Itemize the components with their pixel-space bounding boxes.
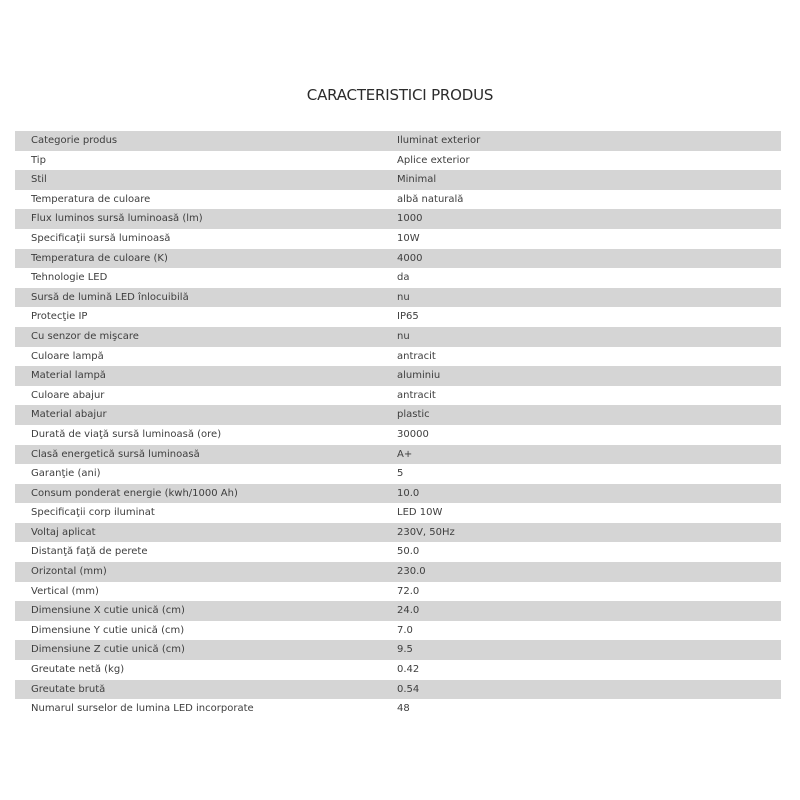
spec-value: 4000 <box>397 249 781 269</box>
spec-value: A+ <box>397 445 781 465</box>
spec-value: 9.5 <box>397 640 781 660</box>
table-row <box>15 347 781 367</box>
page-title: CARACTERISTICI PRODUS <box>306 86 494 104</box>
table-row <box>15 523 781 543</box>
spec-value: 72.0 <box>397 582 781 602</box>
spec-value: nu <box>397 288 781 308</box>
spec-value: Minimal <box>397 170 781 190</box>
spec-value: 48 <box>397 699 781 719</box>
spec-label: Tehnologie LED <box>15 268 397 288</box>
spec-value: antracit <box>397 347 781 367</box>
table-row <box>15 425 781 445</box>
spec-value: nu <box>397 327 781 347</box>
table-row <box>15 288 781 308</box>
spec-label: Greutate netă (kg) <box>15 660 397 680</box>
table-row <box>15 327 781 347</box>
table-row <box>15 621 781 641</box>
table-row <box>15 582 781 602</box>
spec-value: 30000 <box>397 425 781 445</box>
spec-label: Material lampă <box>15 366 397 386</box>
spec-value: albă naturală <box>397 190 781 210</box>
spec-label: Distanţă faţă de perete <box>15 542 397 562</box>
table-row <box>15 660 781 680</box>
table-row <box>15 484 781 504</box>
spec-label: Sursă de lumină LED înlocuibilă <box>15 288 397 308</box>
table-row <box>15 151 781 171</box>
spec-value: 5 <box>397 464 781 484</box>
spec-label: Dimensiune Y cutie unică (cm) <box>15 621 397 641</box>
product-specs-table <box>15 131 781 719</box>
spec-label: Specificaţii sursă luminoasă <box>15 229 397 249</box>
table-row <box>15 268 781 288</box>
table-row <box>15 464 781 484</box>
spec-value: 0.54 <box>397 680 781 700</box>
table-row <box>15 601 781 621</box>
spec-value: plastic <box>397 405 781 425</box>
table-row <box>15 542 781 562</box>
spec-label: Material abajur <box>15 405 397 425</box>
spec-value: antracit <box>397 386 781 406</box>
spec-label: Cu senzor de mişcare <box>15 327 397 347</box>
spec-value: 10W <box>397 229 781 249</box>
table-row <box>15 131 781 151</box>
spec-value: 1000 <box>397 209 781 229</box>
spec-label: Dimensiune X cutie unică (cm) <box>15 601 397 621</box>
spec-value: da <box>397 268 781 288</box>
spec-value: 10.0 <box>397 484 781 504</box>
spec-label: Flux luminos sursă luminoasă (lm) <box>15 209 397 229</box>
spec-value: aluminiu <box>397 366 781 386</box>
spec-label: Temperatura de culoare (K) <box>15 249 397 269</box>
spec-label: Culoare lampă <box>15 347 397 367</box>
spec-value: Iluminat exterior <box>397 131 781 151</box>
spec-label: Clasă energetică sursă luminoasă <box>15 445 397 465</box>
spec-value: 230V, 50Hz <box>397 523 781 543</box>
spec-label: Categorie produs <box>15 131 397 151</box>
spec-label: Tip <box>15 151 397 171</box>
table-row <box>15 307 781 327</box>
table-row <box>15 562 781 582</box>
spec-label: Culoare abajur <box>15 386 397 406</box>
spec-label: Vertical (mm) <box>15 582 397 602</box>
spec-label: Numarul surselor de lumina LED incorporate <box>15 699 397 719</box>
table-row <box>15 249 781 269</box>
spec-label: Greutate brută <box>15 680 397 700</box>
spec-label: Voltaj aplicat <box>15 523 397 543</box>
table-row <box>15 386 781 406</box>
spec-value: 24.0 <box>397 601 781 621</box>
spec-value: LED 10W <box>397 503 781 523</box>
spec-label: Consum ponderat energie (kwh/1000 Ah) <box>15 484 397 504</box>
spec-value: 0.42 <box>397 660 781 680</box>
table-row <box>15 699 781 719</box>
spec-label: Orizontal (mm) <box>15 562 397 582</box>
spec-value: Aplice exterior <box>397 151 781 171</box>
table-row <box>15 170 781 190</box>
spec-label: Protecţie IP <box>15 307 397 327</box>
table-row <box>15 190 781 210</box>
spec-value: 50.0 <box>397 542 781 562</box>
spec-label: Garanţie (ani) <box>15 464 397 484</box>
spec-value: 7.0 <box>397 621 781 641</box>
spec-label: Durată de viaţă sursă luminoasă (ore) <box>15 425 397 445</box>
spec-value: IP65 <box>397 307 781 327</box>
spec-value: 230.0 <box>397 562 781 582</box>
table-row <box>15 405 781 425</box>
table-row <box>15 366 781 386</box>
table-row <box>15 503 781 523</box>
spec-label: Temperatura de culoare <box>15 190 397 210</box>
spec-label: Stil <box>15 170 397 190</box>
spec-label: Dimensiune Z cutie unică (cm) <box>15 640 397 660</box>
spec-label: Specificaţii corp iluminat <box>15 503 397 523</box>
table-row <box>15 209 781 229</box>
table-row <box>15 445 781 465</box>
specs-table-body <box>15 131 781 719</box>
table-row <box>15 640 781 660</box>
table-row <box>15 229 781 249</box>
table-row <box>15 680 781 700</box>
